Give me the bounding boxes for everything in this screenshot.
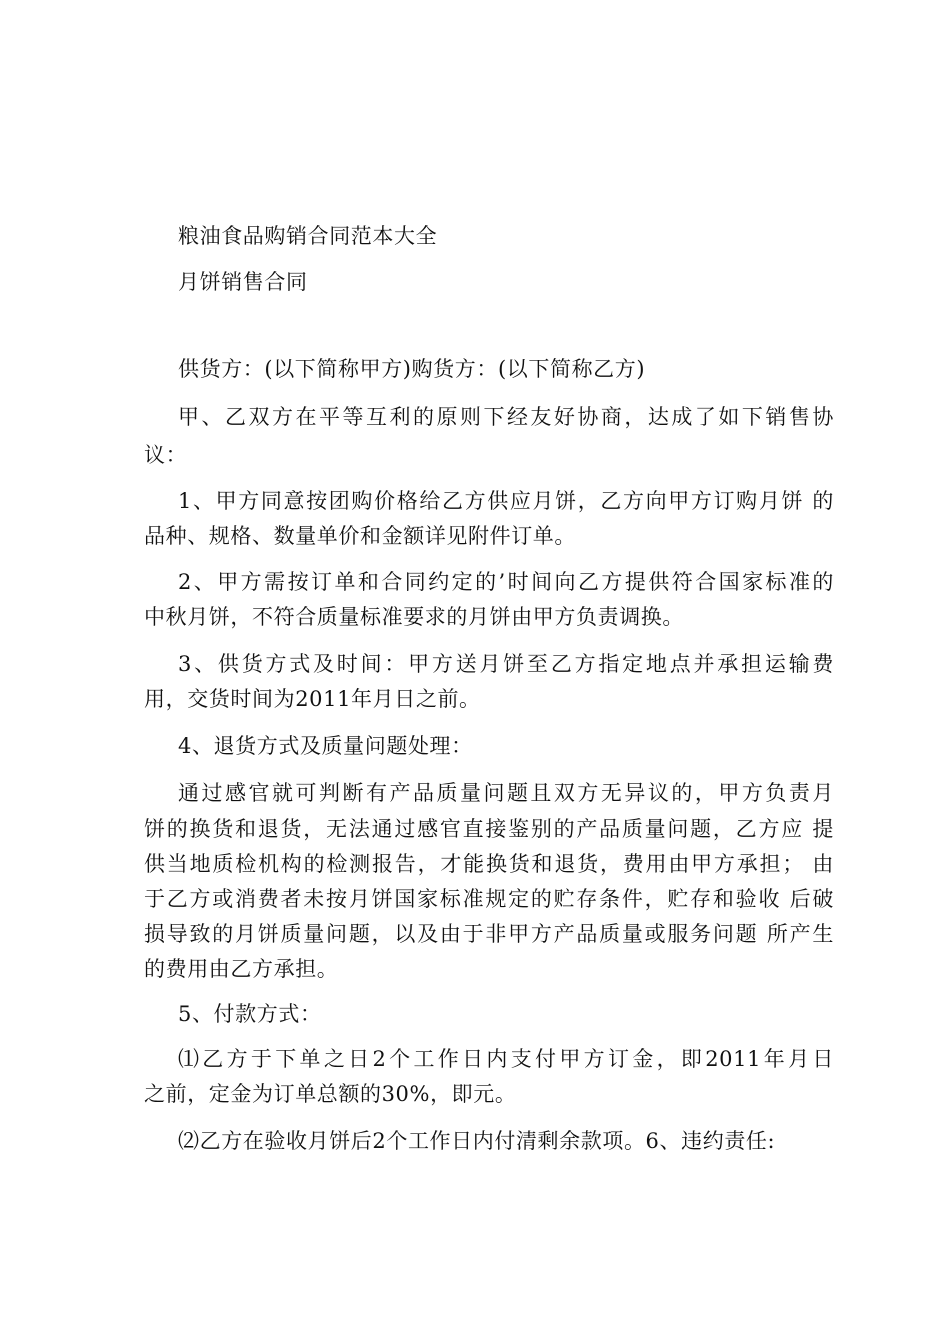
paragraph-line: 通过感官就可判断有产品质量问题且双方无异议的，甲方负责月 — [178, 781, 834, 805]
document-title: 粮油食品购销合同范本大全 — [178, 224, 438, 248]
paragraph-line: 中秋月饼，不符合质量标准要求的月饼由甲方负责调换。 — [144, 605, 684, 629]
section-heading: 4、退货方式及质量问题处理： — [178, 734, 473, 758]
paragraph-line: ⑵乙方在验收月饼后2个工作日内付清剩余款项。6、违约责任: — [178, 1129, 776, 1153]
paragraph-line: 损导致的月饼质量问题，以及由于非甲方产品质量或服务问题 所产生 — [144, 922, 834, 946]
paragraph-line: 1、甲方同意按团购价格给乙方供应月饼，乙方向甲方订购月饼 的 — [178, 489, 834, 513]
paragraph-line: 于乙方或消费者未按月饼国家标准规定的贮存条件，贮存和验收 后破 — [144, 887, 834, 911]
parties-line: 供货方：(以下简称甲方)购货方：(以下简称乙方) — [178, 357, 646, 381]
paragraph-line: 之前，定金为订单总额的30%，即元。 — [144, 1082, 517, 1106]
paragraph-line: 甲、乙双方在平等互利的原则下经友好协商，达成了如下销售协 — [178, 405, 834, 429]
paragraph-line: 2、甲方需按订单和合同约定的’时间向乙方提供符合国家标准的 — [178, 570, 834, 594]
paragraph-line: 供当地质检机构的检测报告，才能换货和退货，费用由甲方承担； 由 — [144, 852, 834, 876]
paragraph-line: 用，交货时间为2011年月日之前。 — [144, 687, 481, 711]
paragraph-line: 品种、规格、数量单价和金额详见附件订单。 — [144, 524, 576, 548]
document-subtitle: 月饼销售合同 — [178, 270, 308, 294]
paragraph-line: 议： — [144, 443, 188, 467]
paragraph-line: 饼的换货和退货，无法通过感官直接鉴别的产品质量问题，乙方应 提 — [144, 817, 834, 841]
section-heading: 5、付款方式： — [178, 1002, 322, 1026]
paragraph-line: 的费用由乙方承担。 — [144, 957, 339, 981]
paragraph-line: 3、供货方式及时间：甲方送月饼至乙方指定地点并承担运输费 — [178, 652, 834, 676]
paragraph-line: ⑴乙方于下单之日2个工作日内支付甲方订金，即2011年月日 — [178, 1047, 834, 1071]
